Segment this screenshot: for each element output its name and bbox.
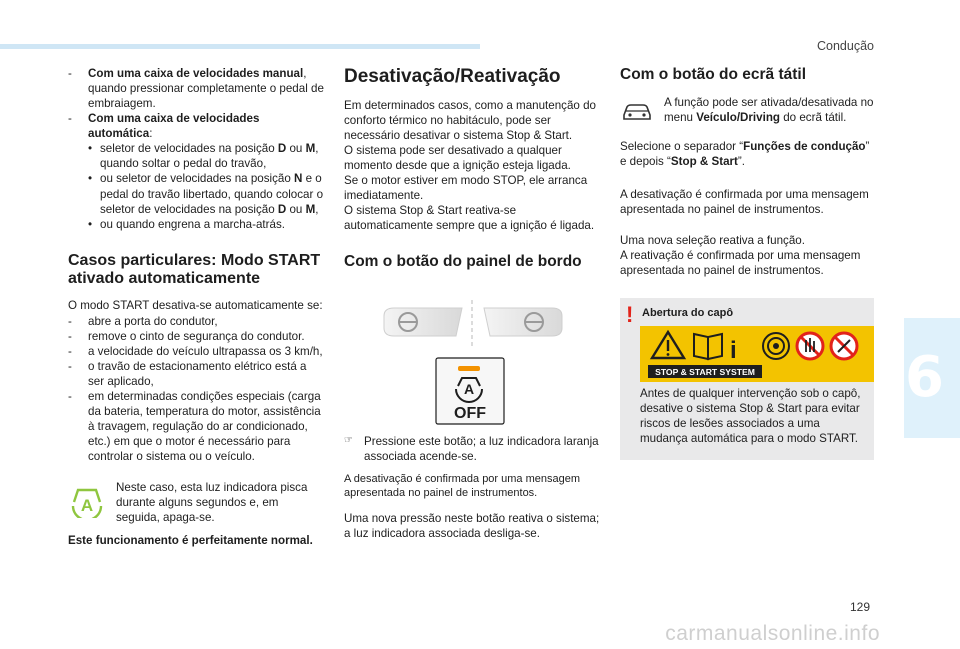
page-number: 129 <box>849 600 870 614</box>
auto-start-lamp-icon <box>68 484 106 518</box>
gear-m: M <box>305 142 316 156</box>
text-span: e o pedal do travão libertado, quando colocar o seletor de velocidades na posição <box>100 172 324 216</box>
text-span: ou <box>286 202 306 216</box>
column-left <box>68 66 324 554</box>
warning-title: Abertura do capô <box>642 307 734 319</box>
text-span: ou quando engrena a marcha-atrás. <box>100 217 285 231</box>
sub-list-item: • ou quando engrena a marcha-atrás. <box>88 217 285 231</box>
text-span: ou seletor de velocidades na posição <box>100 172 295 186</box>
gear-n: N <box>294 172 303 186</box>
special-cases-heading: Casos particulares: Modo START ativado automaticamente <box>68 251 321 288</box>
warning-text: Antes de qualquer intervenção sob o capô, desative o sistema Stop & Start para evitar riscos de lesões associados a uma mudança automática para o modo START. <box>640 387 861 446</box>
menu-name: Veículo/Driving <box>696 110 780 124</box>
auto-gearbox-label: Com uma caixa de velocidades automática <box>88 112 260 141</box>
gear-d: D <box>277 142 287 156</box>
list-item: - em determinadas condições especiais (carga da bateria, temperatura do motor, assistência à travagem, regulação do ar condicionado, etc.) em que o motor é necessário para controlar o sistema ou o veículo. <box>68 389 321 464</box>
deactivation-heading: Desativação/Reativação <box>344 66 561 87</box>
text-span: ”. <box>737 154 746 168</box>
press-instruction-text: Pressione este botão; a luz indicadora laranja associada acende-se. <box>364 435 599 464</box>
list-item: - o travão de estacionamento elétrico está a ser aplicado, <box>68 359 307 388</box>
deactivation-text: Em determinados casos, como a manutenção do conforto térmico no habitáculo, pode ser necessário desativar o sistema Stop & Start. O sistema pode ser desativado a qualquer momento desde que a ignição esteja ligada. Se o motor estiver em modo STOP, ele arranca imediatamente. O sistema Stop & Start reativa-se automaticamente sempre que a ignição é ligada. <box>344 98 596 233</box>
list-item: - Com uma caixa de velocidades automática: <box>68 112 260 141</box>
start-conditions-list <box>68 314 324 465</box>
touchscreen-text <box>664 95 874 125</box>
column-right <box>620 66 874 284</box>
tab-name: Funções de condução <box>743 139 866 153</box>
info-icon: i <box>730 337 737 364</box>
list-item-text: o travão de estacionamento elétrico está a ser aplicado, <box>88 359 307 388</box>
touchscreen-heading: Com o botão do ecrã tátil <box>620 66 807 83</box>
reactivation-text: Uma nova pressão neste botão reativa o sistema; a luz indicadora associada desliga-se. <box>344 511 600 540</box>
text-span: A função pode ser ativada/desativada no menu <box>664 95 874 124</box>
touch-reactivation-text: Uma nova seleção reativa a função. A reativação é confirmada por uma mensagem apresentada no painel de instrumentos. <box>620 233 861 278</box>
touchscreen-note <box>620 95 874 125</box>
warning-label-panel <box>640 326 874 382</box>
lamp-note-text: Neste caso, esta luz indicadora pisca durante alguns segundos e, em seguida, apaga-se. <box>116 481 308 525</box>
normal-operation-note: Este funcionamento é perfeitamente normal. <box>68 534 313 548</box>
list-item: - Com uma caixa de velocidades manual, quando pressionar completamente o pedal de embraiagem. <box>68 67 324 111</box>
manual-gearbox-label: Com uma caixa de velocidades manual <box>88 67 304 80</box>
list-item-text: abre a porta do condutor, <box>88 314 218 328</box>
text-span: , quando soltar o pedal do travão, <box>100 142 319 171</box>
text-span: ” e depois “ <box>620 139 870 168</box>
sub-list-item: • ou seletor de velocidades na posição N e o pedal do travão libertado, quando colocar o seletor de velocidades na posição D ou M, <box>88 172 324 216</box>
header-accent-bar <box>0 44 480 49</box>
text-span: ou <box>286 142 306 156</box>
gear-m: M <box>305 202 316 216</box>
start-intro: O modo START desativa-se automaticamente se: <box>68 299 323 313</box>
warning-exclamation-icon: ! <box>626 302 634 327</box>
dashboard-button-illustration <box>344 286 602 426</box>
off-button-label: OFF <box>454 405 486 422</box>
stop-start-system-label: STOP & START SYSTEM <box>655 367 755 377</box>
auto-gearbox-colon: : <box>149 127 153 141</box>
bonnet-warning-box <box>620 298 874 460</box>
dashboard-button-heading: Com o botão do painel de bordo <box>344 253 582 271</box>
text-span: do ecrã tátil. <box>780 110 847 124</box>
list-item-text: a velocidade do veículo ultrapassa os 3 km/h, <box>88 344 323 358</box>
section-title: Condução <box>817 39 874 53</box>
manual-book-icon <box>694 334 722 359</box>
sub-list-item: • seletor de velocidades na posição D ou M, quando soltar o pedal do travão, <box>88 142 319 171</box>
watermark: carmanualsonline.info <box>665 622 880 645</box>
lamp-note <box>68 480 324 525</box>
warning-label-illustration <box>640 326 874 382</box>
list-item: - abre a porta do condutor, <box>68 314 218 328</box>
deactivation-confirm: A desativação é confirmada por uma mensagem apresentada no painel de instrumentos. <box>344 473 581 500</box>
gear-d: D <box>277 202 287 216</box>
function-name: Stop & Start <box>670 154 738 168</box>
list-item-text: em determinadas condições especiais (carga da bateria, temperatura do motor, assistência à travagem, regulação do ar condicionado, etc.) em que o motor é necessário para controlar o sistema ou o veículo. <box>88 389 321 464</box>
manual-gearbox-text: , quando pressionar completamente o pedal de embraiagem. <box>88 67 324 111</box>
list-item: - a velocidade do veículo ultrapassa os 3 km/h, <box>68 344 323 358</box>
text-span: Selecione o separador “ <box>620 139 744 153</box>
list-item-text: remove o cinto de segurança do condutor. <box>88 329 305 343</box>
touch-deactivation-confirm: A desativação é confirmada por uma mensagem apresentada no painel de instrumentos. <box>620 187 869 216</box>
svg-text:A: A <box>80 496 94 516</box>
select-tab-text <box>620 139 874 169</box>
svg-text:A: A <box>463 381 475 397</box>
text-span: , <box>315 202 319 216</box>
press-instruction: ☞ Pressione este botão; a luz indicadora laranja associada acende-se. <box>344 435 599 464</box>
chapter-number: 6 <box>905 345 944 410</box>
text-span: seletor de velocidades na posição <box>100 142 278 156</box>
list-item: - remove o cinto de segurança do condutor. <box>68 329 305 343</box>
car-icon <box>620 101 654 123</box>
column-middle <box>344 66 602 547</box>
